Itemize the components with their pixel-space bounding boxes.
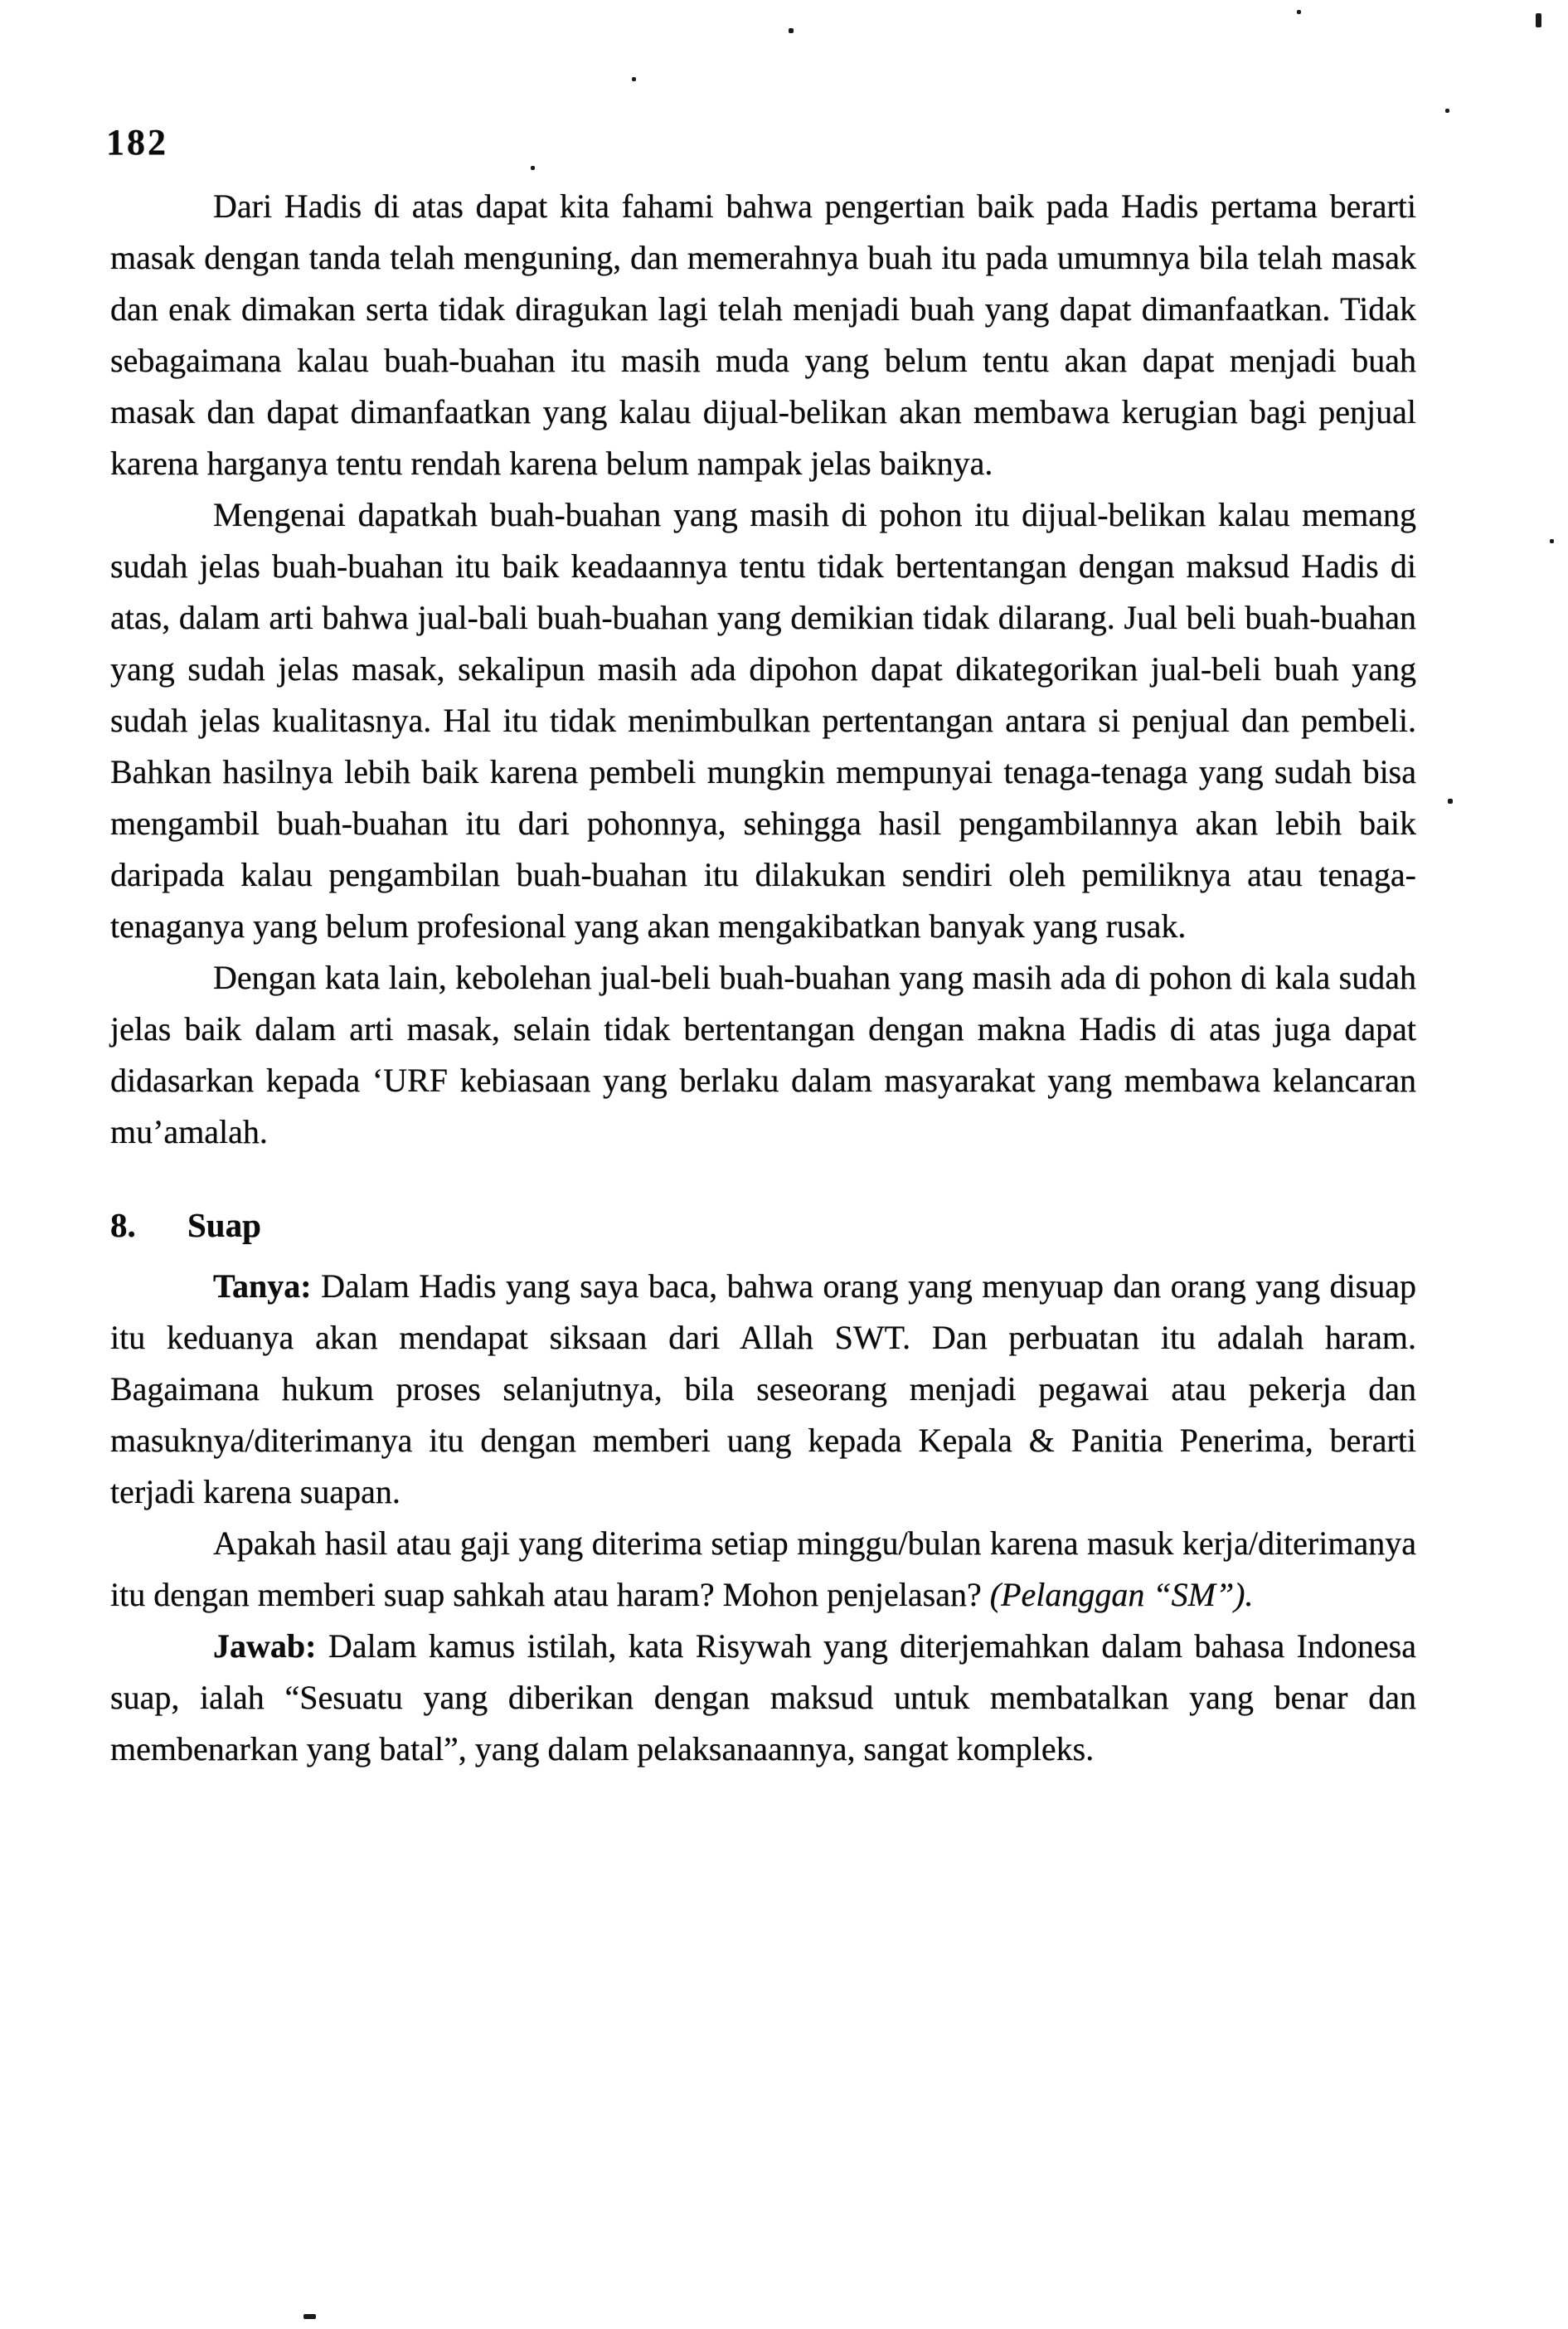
scan-speck [531, 166, 535, 170]
scan-speck [632, 77, 636, 81]
question-text: Apakah hasil atau gaji yang diterima setiap minggu/bulan karena masuk kerja/diterimanya itu dengan memberi suap sahkah atau haram? Mohon penjelasan? [110, 1524, 1416, 1613]
tanya-label: Tanya: [213, 1267, 312, 1305]
section-number: 8. [110, 1206, 136, 1244]
paragraph-urf-conclusion: Dengan kata lain, kebolehan jual-beli buah-buahan yang masih ada di pohon di kala sudah jelas baik dalam arti masak, selain tidak bertentangan dengan makna Hadis di atas juga dapat didasarkan kepada ‘URF kebiasaan yang berlaku dalam masyarakat yang membawa kelancaran mu’amalah. [110, 959, 1416, 1150]
scan-speck [1445, 109, 1449, 113]
tanya-text: Dalam Hadis yang saya baca, bahwa orang yang menyuap dan orang yang disuap itu keduanya akan mendapat siksaan dari Allah SWT. Dan perbuatan itu adalah haram. Bagaimana hukum proses selanjutnya, bila seseorang menjadi pegawai atau pekerja dan masuknya/diterimanya itu dengan memberi uang kepada Kepala & Panitia Penerima, berarti terjadi karena suapan. [110, 1267, 1416, 1510]
jawab-text: Dalam kamus istilah, kata Risywah yang diterjemahkan dalam bahasa Indonesa suap, ialah “Sesuatu yang diberikan dengan maksud untuk membatalkan yang benar dan membenarkan yang batal”, yang dalam pelaksanaannya, sangat kompleks. [110, 1627, 1416, 1767]
paragraph-tanya [110, 1261, 1416, 1518]
scan-speck [1297, 10, 1301, 14]
scan-speck [789, 28, 794, 33]
scan-speck [303, 2314, 316, 2319]
scan-speck [1448, 799, 1453, 804]
scan-speck [1536, 13, 1541, 27]
paragraph-hadis-explanation: Dari Hadis di atas dapat kita fahami bahwa pengertian baik pada Hadis pertama berarti masak dengan tanda telah menguning, dan memerahnya buah itu pada umumnya bila telah masak dan enak dimakan serta tidak diragukan lagi telah menjadi buah yang dapat dimanfaatkan. Tidak sebagaimana kalau buah-buahan itu masih muda yang belum tentu akan dapat menjadi buah masak dan dapat dimanfaatkan yang kalau dijual-belikan akan membawa kerugian bagi penjual karena harganya tentu rendah karena belum nampak jelas baiknya. [110, 187, 1416, 482]
jawab-label: Jawab: [213, 1627, 317, 1665]
section-title: Suap [187, 1206, 261, 1244]
paragraph-tanya-question [110, 1518, 1416, 1621]
paragraph-jawab [110, 1621, 1416, 1775]
scan-speck [1550, 539, 1554, 543]
subscriber-attribution: (Pelanggan “SM”). [989, 1576, 1254, 1613]
page-content [110, 181, 1416, 1775]
paragraph-jual-beli-discussion: Mengenai dapatkah buah-buahan yang masih di pohon itu dijual-belikan kalau memang sudah jelas buah-buahan itu baik keadaannya tentu tidak bertentangan dengan maksud Hadis di atas, dalam arti bahwa jual-bali buah-buahan yang demikian tidak dilarang. Jual beli buah-buahan yang sudah jelas masak, sekalipun masih ada dipohon dapat dikategorikan jual-beli buah yang sudah jelas kualitasnya. Hal itu tidak menimbulkan pertentangan antara si penjual dan pembeli. Bahkan hasilnya lebih baik karena pembeli mungkin mempunyai tenaga-tenaga yang sudah bisa mengambil buah-buahan itu dari pohonnya, sehingga hasil pengambilannya akan lebih baik daripada kalau pengambilan buah-buahan itu dilakukan sendiri oleh pemiliknya atau tenaga-tenaganya yang belum profesional yang akan mengakibatkan banyak yang rusak. [110, 496, 1416, 945]
page-number: 182 [106, 122, 168, 163]
section-heading [110, 1199, 1416, 1251]
